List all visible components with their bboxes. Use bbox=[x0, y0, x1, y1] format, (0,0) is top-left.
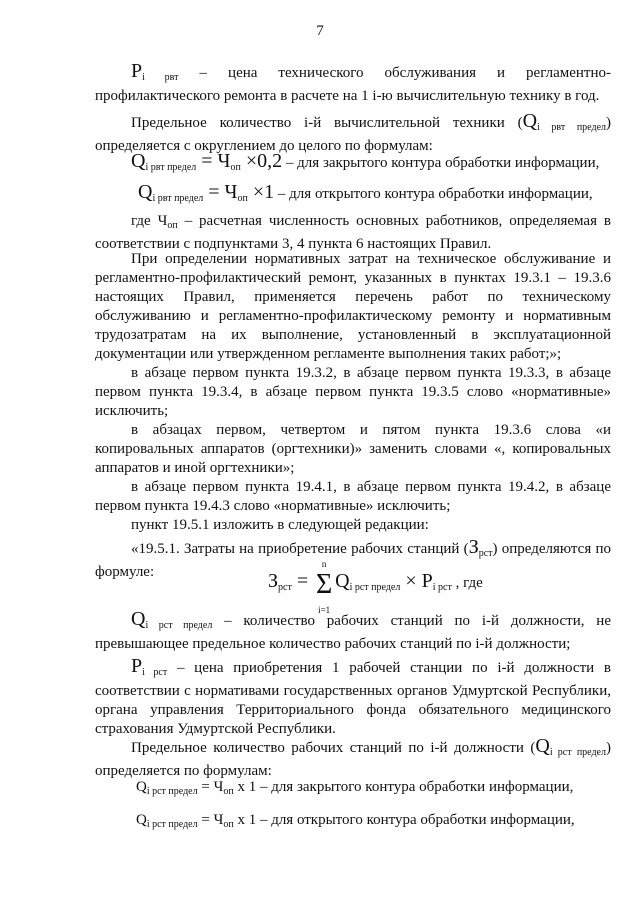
f3-q-sub: i рст предел bbox=[146, 786, 198, 797]
f3-q: Q bbox=[136, 779, 147, 795]
p-subscript: i рвт bbox=[142, 72, 179, 83]
f2-q-sub: i рвт предел bbox=[152, 193, 204, 204]
f4-rest: x 1 bbox=[233, 812, 257, 828]
norm-paragraph bbox=[95, 250, 611, 364]
q-limit-intro-text2: определяется с округлением до целого по формулам: bbox=[95, 138, 433, 154]
p-rst-sub: i рст bbox=[142, 667, 168, 678]
f2-rest: ×1 bbox=[247, 181, 275, 203]
mf-z: З bbox=[268, 570, 279, 592]
f1-q: Q bbox=[131, 150, 146, 172]
where-text: – расчетная численность основных работников, определяемая в соответствии с подпунктами 3, 4 пункта 6 настоящих Правил. bbox=[95, 213, 611, 252]
page-number: 7 bbox=[316, 23, 324, 39]
sum-formula bbox=[268, 559, 483, 615]
z-intro-text2: по формуле: bbox=[95, 541, 612, 580]
mf-eq: = bbox=[291, 570, 314, 592]
z-sub: рст bbox=[478, 548, 493, 559]
mf-q-sub: i рст предел bbox=[349, 582, 401, 593]
formula-closed-contour bbox=[131, 152, 599, 177]
f1-eq: = bbox=[196, 150, 218, 172]
abz3-paragraph bbox=[95, 478, 611, 516]
p-symbol: P bbox=[131, 60, 143, 82]
p-rst-text: – цена приобретения 1 рабочей станции по i-й должности в соответствии с нормативами государственных органов Удмуртской Республики, органа управления Территориального фонда обязательного медицинского страхования Удмуртской Республики. bbox=[95, 660, 611, 737]
where-ch: Ч bbox=[157, 213, 168, 229]
q2-close: ) bbox=[606, 740, 611, 756]
z-close: ) определяются bbox=[492, 541, 592, 557]
p-rvt-text: – цена технического обслуживания и регламентно-профилактического ремонта в расчете на 1 i-ю вычислительную технику в год. bbox=[95, 65, 611, 104]
formula-rst-open bbox=[136, 811, 575, 834]
f4-ch-sub: оп bbox=[223, 819, 234, 830]
f2-desc: – для открытого контура обработки информации, bbox=[274, 186, 593, 202]
q-limit2-intro bbox=[95, 737, 611, 781]
f1-ch: Ч bbox=[217, 150, 231, 172]
q-rst-sub: i рст предел bbox=[145, 620, 213, 631]
abz1-text: в абзаце первом пункта 19.3.2, в абзаце первом пункта 19.3.3, в абзаце первом пункта 19.3.4, в абзаце первом пункта 19.3.5 слово «нормативные» исключить; bbox=[95, 365, 611, 419]
q2-symbol: Q bbox=[535, 735, 550, 757]
q-subscript: i рвт предел bbox=[537, 122, 606, 133]
q-rst-definition bbox=[95, 610, 611, 654]
formula-open-contour bbox=[138, 183, 593, 208]
q-rst-symbol: Q bbox=[131, 608, 146, 630]
abz1-paragraph bbox=[95, 364, 611, 421]
q-limit-intro-text: Предельное количество i-й вычислительной техники ( bbox=[131, 115, 523, 131]
mf-p: P bbox=[421, 570, 433, 592]
p195-text: пункт 19.5.1 изложить в следующей редакции: bbox=[131, 517, 429, 533]
f1-q-sub: i рвт предел bbox=[145, 162, 197, 173]
z-intro-text: «19.5.1. Затраты на приобретение рабочих станций ( bbox=[131, 541, 469, 557]
f3-ch-sub: оп bbox=[223, 786, 234, 797]
p-rst-symbol: P bbox=[131, 655, 143, 677]
f4-ch: Ч bbox=[213, 812, 224, 828]
f2-ch-sub: оп bbox=[237, 193, 248, 204]
mf-z-sub: рст bbox=[278, 582, 292, 593]
f3-ch: Ч bbox=[213, 779, 224, 795]
f4-eq: = bbox=[197, 812, 214, 828]
formula-rst-closed bbox=[136, 778, 573, 801]
where-ch-definition bbox=[95, 212, 611, 254]
mf-p-sub: i рст bbox=[432, 582, 452, 593]
q2-text2: определяется по формулам: bbox=[95, 763, 272, 779]
f4-q-sub: i рст предел bbox=[146, 819, 198, 830]
f3-eq: = bbox=[197, 779, 214, 795]
f4-q: Q bbox=[136, 812, 147, 828]
q-limit-intro bbox=[95, 112, 611, 156]
sum-upper-limit: n bbox=[321, 559, 327, 569]
p195-paragraph bbox=[95, 516, 611, 535]
q2-text: Предельное количество рабочих станций по i-й должности ( bbox=[131, 740, 536, 756]
where-pre: где bbox=[131, 213, 158, 229]
mf-tail: , где bbox=[451, 575, 483, 591]
p-rvt-definition bbox=[95, 62, 611, 106]
sum-sign: n Σ i=1 bbox=[313, 575, 335, 594]
q-symbol: Q bbox=[522, 110, 538, 132]
mf-q: Q bbox=[335, 570, 350, 592]
f3-rest: x 1 bbox=[233, 779, 257, 795]
q2-sub: i рст предел bbox=[549, 747, 606, 758]
q-rst-text: – количество рабочих станций по i-й должности, не превышающее предельное количество рабочих станций по i-й должности; bbox=[95, 613, 611, 652]
f3-desc: – для закрытого контура обработки информации, bbox=[256, 779, 574, 795]
norm-paragraph-text: При определении нормативных затрат на техническое обслуживание и регламентно-профилактический ремонт, указанных в пунктах 19.3.1 – 19.3.6 настоящих Правил, применяется перечень работ по техническому обслуживанию и регламентно-профилактическому ремонту и нормативным трудозатратам на их выполнение, установленный в эксплуатационной документации или утвержденном регламенте выполнения таких работ;»; bbox=[95, 251, 611, 362]
abz2-paragraph bbox=[95, 421, 611, 478]
z-symbol: З bbox=[468, 536, 479, 558]
f1-rest: ×0,2 bbox=[240, 150, 283, 172]
f2-ch: Ч bbox=[224, 181, 238, 203]
where-ch-sub: оп bbox=[167, 220, 178, 231]
abz2-text: в абзацах первом, четвертом и пятом пункта 19.3.6 слова «и копировальных аппаратов (оргтехники)» заменить словами «, копировальных аппаратов и иной оргтехники»; bbox=[95, 422, 611, 476]
f1-ch-sub: оп bbox=[230, 162, 241, 173]
f2-eq: = bbox=[203, 181, 225, 203]
f2-q: Q bbox=[138, 181, 153, 203]
f4-desc: – для открытого контура обработки информации, bbox=[256, 812, 575, 828]
q-close: ) bbox=[606, 115, 611, 131]
abz3-text: в абзаце первом пункта 19.4.1, в абзаце первом пункта 19.4.2, в абзаце первом пункта 19.4.3 слово «нормативные» исключить; bbox=[95, 479, 611, 514]
mf-times: × bbox=[400, 570, 422, 592]
sum-lower-limit: i=1 bbox=[318, 605, 331, 615]
p-rst-definition bbox=[95, 657, 611, 739]
f1-desc: – для закрытого контура обработки информации, bbox=[282, 155, 600, 171]
